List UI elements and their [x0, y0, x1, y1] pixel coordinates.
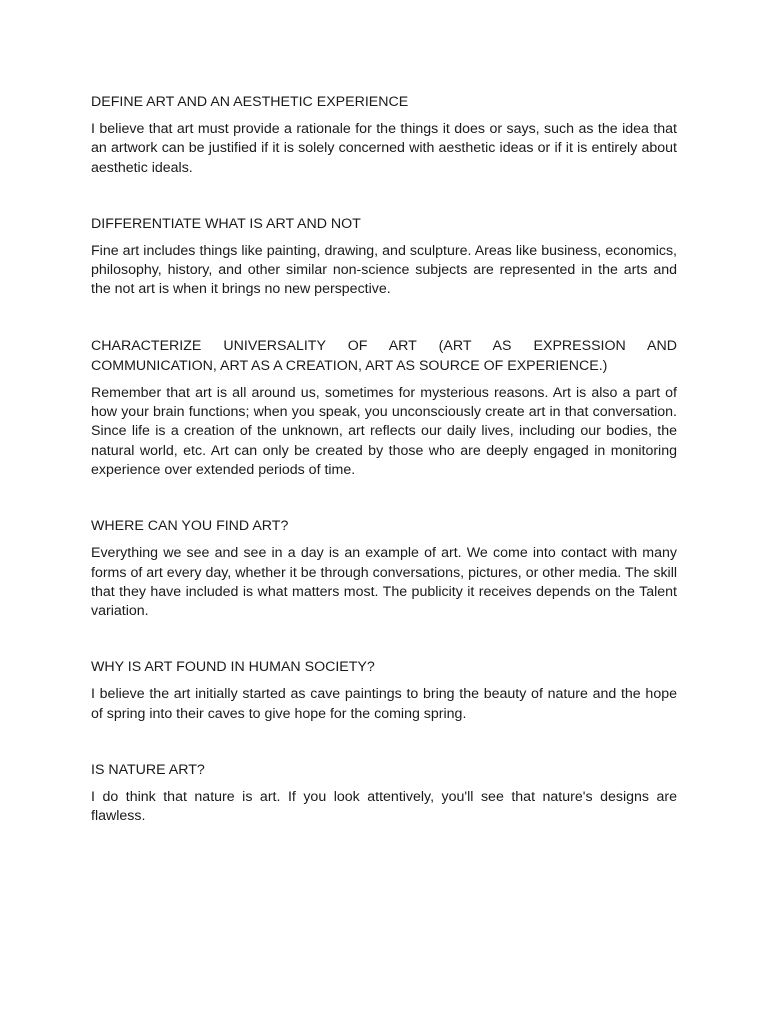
section-heading: DIFFERENTIATE WHAT IS ART AND NOT: [91, 215, 361, 232]
section-is-nature-art: [91, 760, 677, 827]
section-heading: IS NATURE ART?: [91, 762, 205, 779]
section-body: I believe that art must provide a rationale for the things it does or says, such as the idea that an artwork can be justified if it is solely concerned with aesthetic ideas or if it is entirely about aesthetic ideals.: [91, 121, 677, 176]
section-heading: WHERE CAN YOU FIND ART?: [91, 518, 289, 535]
section-define-art: [91, 92, 677, 178]
document-page: [91, 92, 677, 863]
section-body: Everything we see and see in a day is an example of art. We come into contact with many forms of art every day, whether it be through conversations, pictures, or other media. The skill that they have included is what matters most. The publicity it receives depends on the Talent variation.: [91, 545, 677, 620]
section-differentiate-art: [91, 214, 677, 300]
section-body: I believe the art initially started as cave paintings to bring the beauty of nature and the hope of spring into their caves to give hope for the coming spring.: [91, 686, 677, 722]
section-heading: WHY IS ART FOUND IN HUMAN SOCIETY?: [91, 659, 375, 676]
section-why-art-in-society: [91, 657, 677, 724]
section-body: Remember that art is all around us, sometimes for mysterious reasons. Art is also a part of how your brain functions; when you speak, you unconsciously create art in that conversation. Since life is a creation of the unknown, art reflects our daily lives, including our bodies, the natural world, etc. Art can only be created by those who are deeply engaged in monitoring experience over extended periods of time.: [91, 384, 677, 478]
section-heading: CHARACTERIZE UNIVERSALITY OF ART (ART AS EXPRESSION AND COMMUNICATION, ART AS A CREATION, ART AS SOURCE OF EXPERIENCE.): [91, 337, 677, 374]
section-body: I do think that nature is art. If you look attentively, you'll see that nature's designs are flawless.: [91, 789, 677, 825]
section-heading: DEFINE ART AND AN AESTHETIC EXPERIENCE: [91, 94, 409, 110]
section-body: Fine art includes things like painting, drawing, and sculpture. Areas like business, economics, philosophy, history, and other similar non-science subjects are represented in the arts and the not art is when it brings no new perspective.: [91, 242, 677, 298]
section-universality-of-art: [91, 336, 677, 480]
section-where-find-art: [91, 516, 677, 621]
